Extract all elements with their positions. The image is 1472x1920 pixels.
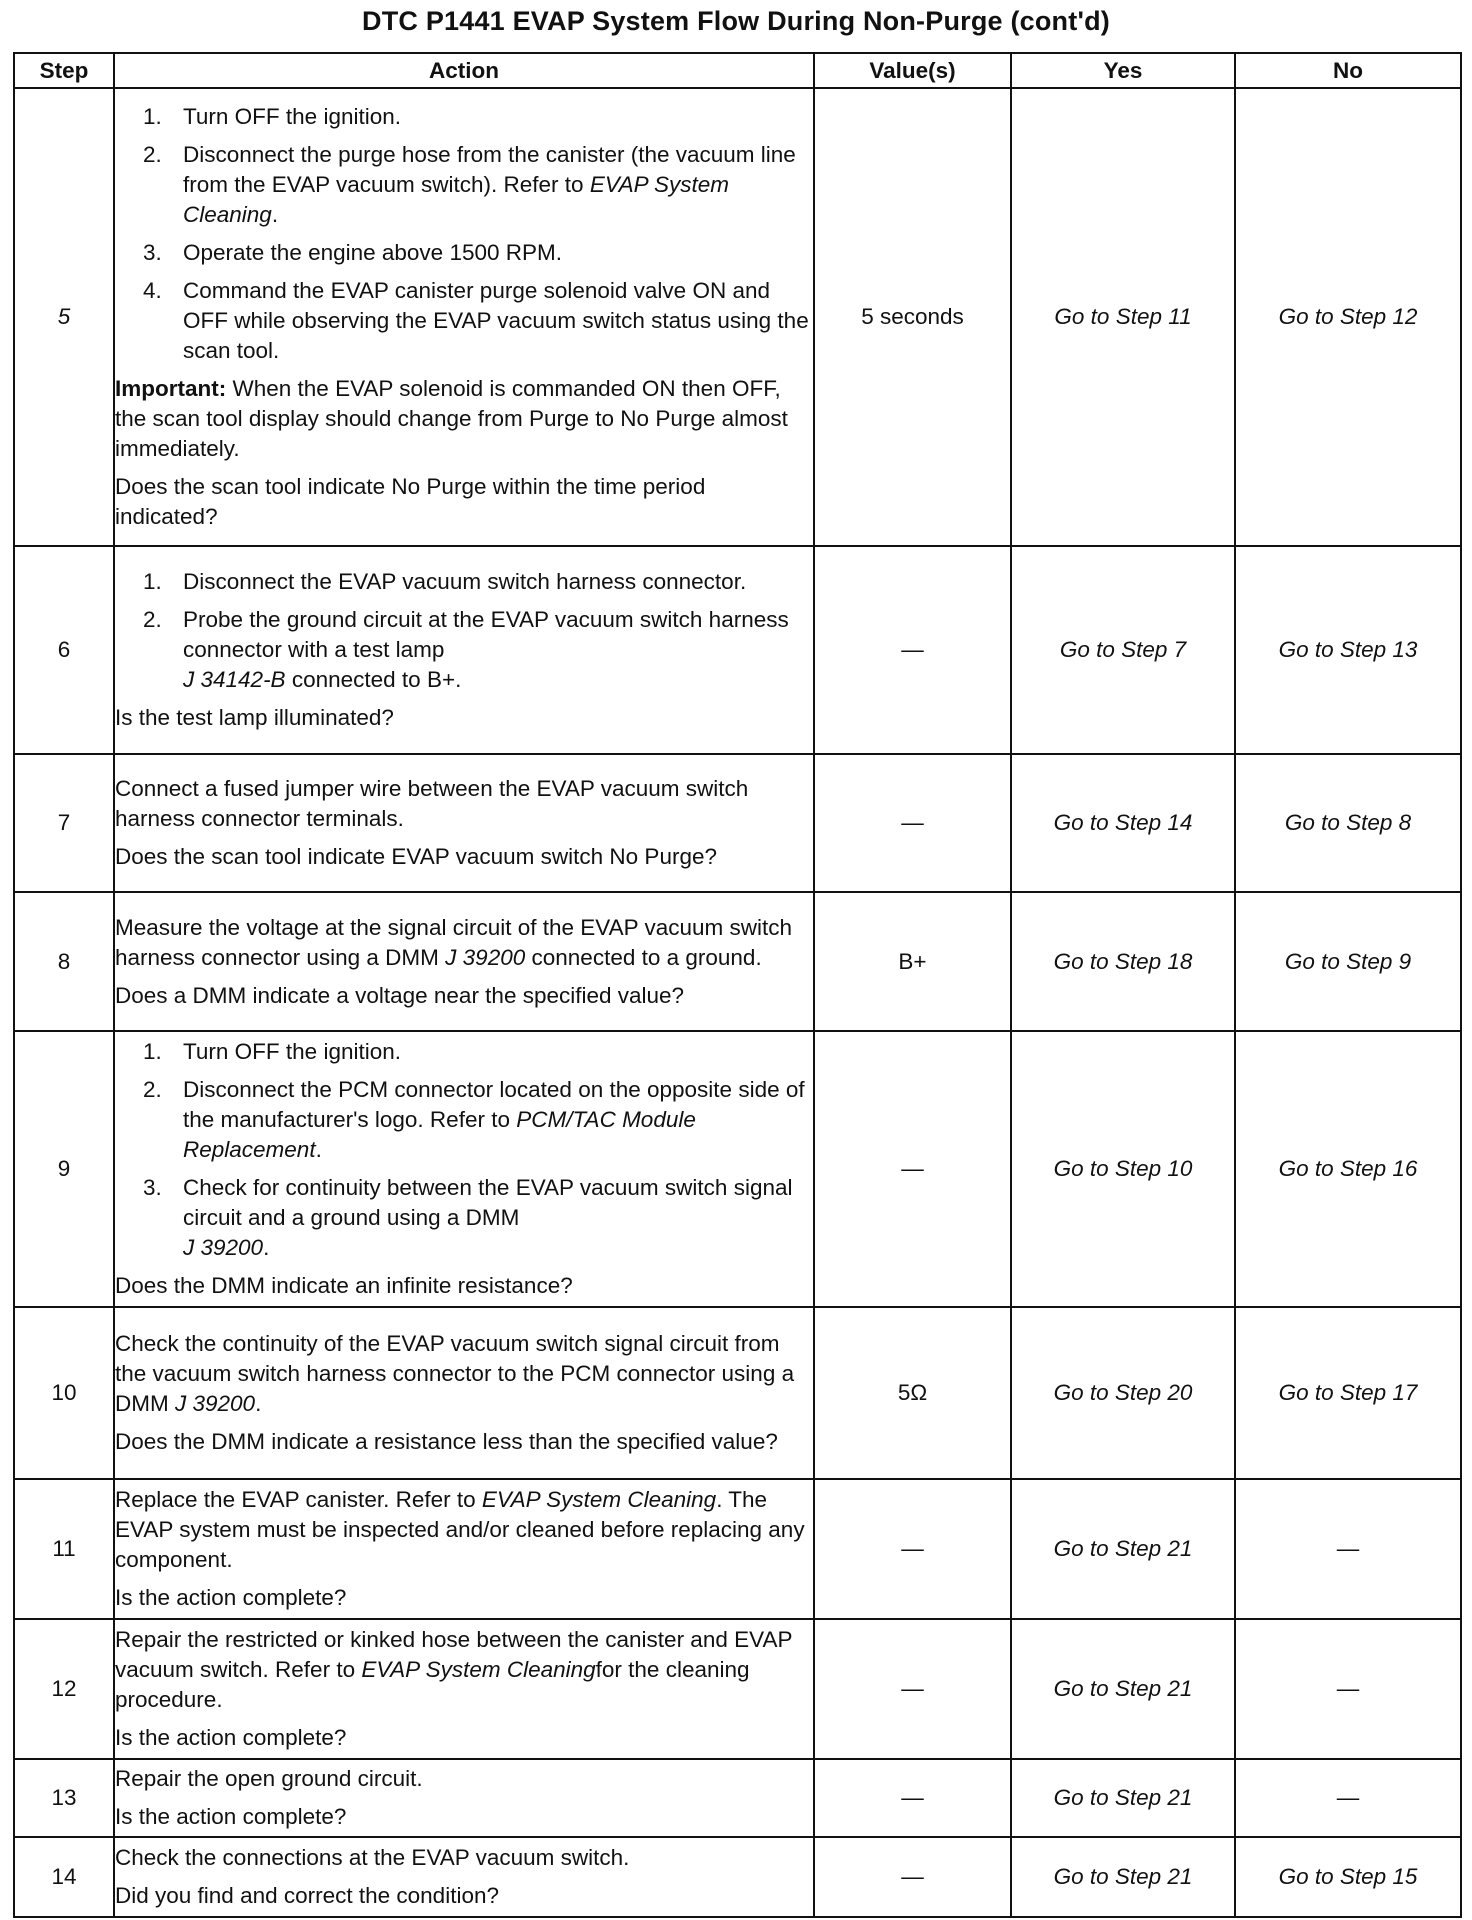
action-text: Replace the EVAP canister. Refer to EVAP System Cleaning. The EVAP system must be inspected and/or cleaned before replacing any component. bbox=[115, 1487, 805, 1572]
no-cell: Go to Step 17 bbox=[1235, 1307, 1461, 1479]
table-row-step-5 bbox=[14, 88, 1461, 546]
header-values: Value(s) bbox=[814, 53, 1011, 88]
table-row-step-6 bbox=[14, 546, 1461, 754]
step-number: 8 bbox=[14, 892, 114, 1031]
step-number: 12 bbox=[14, 1619, 114, 1759]
action-text: Check the connections at the EVAP vacuum switch. bbox=[115, 1845, 630, 1870]
table-row-step-12 bbox=[14, 1619, 1461, 1759]
question: Does the DMM indicate a resistance less than the specified value? bbox=[115, 1429, 778, 1454]
no-cell: Go to Step 9 bbox=[1235, 892, 1461, 1031]
step-number: 14 bbox=[14, 1837, 114, 1917]
step-number: 7 bbox=[14, 754, 114, 892]
action-steps bbox=[115, 1037, 813, 1263]
action-step: 2. Disconnect the PCM connector located on the opposite side of the manufacturer's logo. Refer to PCM/TAC Module Replacement. bbox=[143, 1077, 805, 1162]
action-text: Check the continuity of the EVAP vacuum switch signal circuit from the vacuum switch harness connector to the PCM connector using a DMM J 39200. bbox=[115, 1331, 795, 1416]
header-yes: Yes bbox=[1011, 53, 1235, 88]
table-row-step-11 bbox=[14, 1479, 1461, 1619]
value-cell: — bbox=[814, 1619, 1011, 1759]
yes-cell: Go to Step 21 bbox=[1011, 1479, 1235, 1619]
value-cell: — bbox=[814, 754, 1011, 892]
yes-cell: Go to Step 21 bbox=[1011, 1619, 1235, 1759]
value-cell: 5Ω bbox=[814, 1307, 1011, 1479]
tool-reference: J 34142-B bbox=[183, 667, 286, 692]
action-cell bbox=[114, 1759, 814, 1837]
question: Is the test lamp illuminated? bbox=[115, 705, 394, 730]
question: Is the action complete? bbox=[115, 1725, 347, 1750]
action-step: 1. Disconnect the EVAP vacuum switch harness connector. bbox=[143, 569, 747, 594]
action-cell bbox=[114, 1479, 814, 1619]
yes-cell: Go to Step 21 bbox=[1011, 1837, 1235, 1917]
action-cell bbox=[114, 1307, 814, 1479]
step-number: 6 bbox=[14, 546, 114, 754]
step-number: 5 bbox=[14, 88, 114, 546]
no-cell: — bbox=[1235, 1759, 1461, 1837]
action-text: Connect a fused jumper wire between the EVAP vacuum switch harness connector terminals. bbox=[115, 776, 749, 831]
action-cell bbox=[114, 754, 814, 892]
yes-cell: Go to Step 14 bbox=[1011, 754, 1235, 892]
step-number: 10 bbox=[14, 1307, 114, 1479]
action-step: 1. Turn OFF the ignition. bbox=[143, 104, 402, 129]
action-cell bbox=[114, 892, 814, 1031]
header-step: Step bbox=[14, 53, 114, 88]
tool-reference: J 39200 bbox=[175, 1391, 256, 1416]
action-step: 3. Operate the engine above 1500 RPM. bbox=[143, 240, 563, 265]
value-cell: — bbox=[814, 546, 1011, 754]
reference-link: EVAP System Cleaning bbox=[361, 1657, 596, 1682]
question: Did you find and correct the condition? bbox=[115, 1883, 499, 1908]
yes-cell: Go to Step 21 bbox=[1011, 1759, 1235, 1837]
no-cell: — bbox=[1235, 1619, 1461, 1759]
action-step: 3. Check for continuity between the EVAP vacuum switch signal circuit and a ground using a DMM J 39200. bbox=[143, 1175, 793, 1260]
action-text: Repair the open ground circuit. bbox=[115, 1766, 423, 1791]
value-cell: B+ bbox=[814, 892, 1011, 1031]
no-cell: Go to Step 13 bbox=[1235, 546, 1461, 754]
yes-cell: Go to Step 10 bbox=[1011, 1031, 1235, 1307]
action-cell bbox=[114, 1031, 814, 1307]
action-steps bbox=[115, 567, 813, 695]
action-cell bbox=[114, 1619, 814, 1759]
important-note: Important: When the EVAP solenoid is commanded ON then OFF, the scan tool display should change from Purge to No Purge almost immediately. bbox=[115, 376, 788, 461]
table-row-step-14 bbox=[14, 1837, 1461, 1917]
action-step: 2. Disconnect the purge hose from the canister (the vacuum line from the EVAP vacuum switch). Refer to EVAP System Cleaning. bbox=[143, 142, 796, 227]
table-row-step-10 bbox=[14, 1307, 1461, 1479]
action-step: 2. Probe the ground circuit at the EVAP vacuum switch harness connector with a test lamp J 34142-B connected to B+. bbox=[143, 607, 789, 692]
reference-link: PCM/TAC Module Replacement bbox=[183, 1107, 696, 1162]
action-cell bbox=[114, 1837, 814, 1917]
question: Does a DMM indicate a voltage near the specified value? bbox=[115, 982, 685, 1008]
action-steps bbox=[115, 102, 813, 366]
action-cell bbox=[114, 88, 814, 546]
question: Does the scan tool indicate EVAP vacuum switch No Purge? bbox=[115, 844, 717, 869]
value-cell: — bbox=[814, 1837, 1011, 1917]
action-cell bbox=[114, 546, 814, 754]
table-row-step-7 bbox=[14, 754, 1461, 892]
step-number: 11 bbox=[14, 1479, 114, 1619]
no-cell: Go to Step 15 bbox=[1235, 1837, 1461, 1917]
yes-cell: Go to Step 20 bbox=[1011, 1307, 1235, 1479]
value-cell: — bbox=[814, 1031, 1011, 1307]
tool-reference: J 39200 bbox=[183, 1235, 264, 1260]
question: Is the action complete? bbox=[115, 1804, 347, 1829]
question: Is the action complete? bbox=[115, 1585, 347, 1610]
step-number: 9 bbox=[14, 1031, 114, 1307]
table-row-step-9 bbox=[14, 1031, 1461, 1307]
action-text: Repair the restricted or kinked hose between the canister and EVAP vacuum switch. Refer to EVAP System Cleaningfor the cleaning procedure. bbox=[115, 1627, 793, 1712]
table-row-step-8 bbox=[14, 892, 1461, 1031]
action-text: Measure the voltage at the signal circuit of the EVAP vacuum switch harness connector using a DMM J 39200 connected to a ground. bbox=[115, 914, 793, 970]
action-step: 4. Command the EVAP canister purge solenoid valve ON and OFF while observing the EVAP vacuum switch status using the scan tool. bbox=[143, 278, 809, 363]
no-cell: — bbox=[1235, 1479, 1461, 1619]
step-number: 13 bbox=[14, 1759, 114, 1837]
action-step: 1. Turn OFF the ignition. bbox=[143, 1039, 402, 1064]
header-row bbox=[14, 53, 1461, 88]
tool-reference: J 39200 bbox=[445, 944, 526, 970]
no-cell: Go to Step 12 bbox=[1235, 88, 1461, 546]
page-title: DTC P1441 EVAP System Flow During Non-Purge (cont'd) bbox=[362, 6, 1110, 36]
no-cell: Go to Step 8 bbox=[1235, 754, 1461, 892]
reference-link: EVAP System Cleaning bbox=[481, 1487, 717, 1512]
yes-cell: Go to Step 11 bbox=[1011, 88, 1235, 546]
value-cell: 5 seconds bbox=[814, 88, 1011, 546]
diagnostic-table bbox=[13, 52, 1462, 1918]
no-cell: Go to Step 16 bbox=[1235, 1031, 1461, 1307]
header-action: Action bbox=[114, 53, 814, 88]
question: Does the DMM indicate an infinite resistance? bbox=[115, 1273, 573, 1298]
reference-link: EVAP System Cleaning bbox=[183, 172, 730, 227]
value-cell: — bbox=[814, 1479, 1011, 1619]
yes-cell: Go to Step 18 bbox=[1011, 892, 1235, 1031]
yes-cell: Go to Step 7 bbox=[1011, 546, 1235, 754]
value-cell: — bbox=[814, 1759, 1011, 1837]
question: Does the scan tool indicate No Purge within the time period indicated? bbox=[115, 474, 706, 529]
header-no: No bbox=[1235, 53, 1461, 88]
table-row-step-13 bbox=[14, 1759, 1461, 1837]
